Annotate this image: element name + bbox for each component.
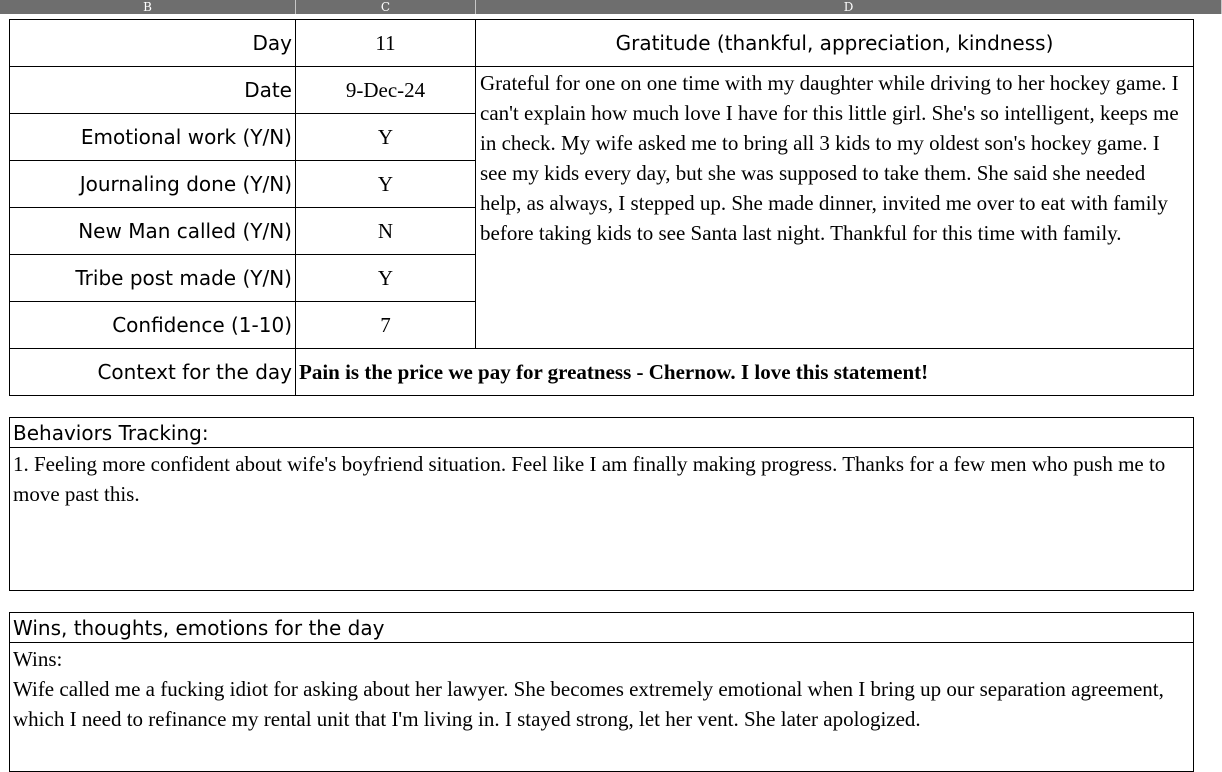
- behaviors-text[interactable]: 1. Feeling more confident about wife's boyfriend situation. Feel like I am finally making progress. Thanks for a few men who push me to move past this.: [9, 447, 1194, 591]
- column-header-bar: [0, 0, 1222, 14]
- value-date[interactable]: 9-Dec-24: [295, 66, 476, 114]
- wins-body[interactable]: [9, 642, 1194, 772]
- value-journaling-done[interactable]: Y: [295, 160, 476, 208]
- value-new-man-called[interactable]: N: [295, 207, 476, 255]
- gratitude-text[interactable]: Grateful for one on one time with my daughter while driving to her hockey game. I can't explain how much love I have for this little girl. She's so intelligent, keeps me in check. My wife asked me to bring all 3 kids to my oldest son's hockey game. I see my kids every day, but she was supposed to take them. She said she needed help, as always, I stepped up. She made dinner, invited me over to eat with family before taking kids to see Santa last night. Thankful for this time with family.: [475, 66, 1194, 349]
- wins-subheader: Wins:: [13, 647, 63, 671]
- wins-header[interactable]: Wins, thoughts, emotions for the day: [9, 612, 1194, 643]
- value-day[interactable]: 11: [295, 19, 476, 67]
- behaviors-header[interactable]: Behaviors Tracking:: [9, 417, 1194, 448]
- label-emotional-work[interactable]: Emotional work (Y/N): [9, 113, 296, 161]
- context-text[interactable]: Pain is the price we pay for greatness - Chernow. I love this statement!: [295, 348, 1194, 396]
- column-header-d[interactable]: D: [476, 0, 1222, 14]
- label-tribe-post[interactable]: Tribe post made (Y/N): [9, 254, 296, 302]
- value-tribe-post[interactable]: Y: [295, 254, 476, 302]
- column-header-c[interactable]: C: [296, 0, 476, 14]
- column-header-b[interactable]: B: [0, 0, 296, 14]
- gratitude-header[interactable]: Gratitude (thankful, appreciation, kindness): [475, 19, 1194, 67]
- wins-text: Wife called me a fucking idiot for asking about her lawyer. She becomes extremely emotional when I bring up our separation agreement, which I need to refinance my rental unit that I'm living in. I stayed strong, let her vent. She later apologized.: [13, 677, 1164, 731]
- label-context[interactable]: Context for the day: [9, 348, 296, 396]
- label-journaling-done[interactable]: Journaling done (Y/N): [9, 160, 296, 208]
- label-confidence[interactable]: Confidence (1-10): [9, 301, 296, 349]
- value-confidence[interactable]: 7: [295, 301, 476, 349]
- value-emotional-work[interactable]: Y: [295, 113, 476, 161]
- label-date[interactable]: Date: [9, 66, 296, 114]
- label-day[interactable]: Day: [9, 19, 296, 67]
- label-new-man-called[interactable]: New Man called (Y/N): [9, 207, 296, 255]
